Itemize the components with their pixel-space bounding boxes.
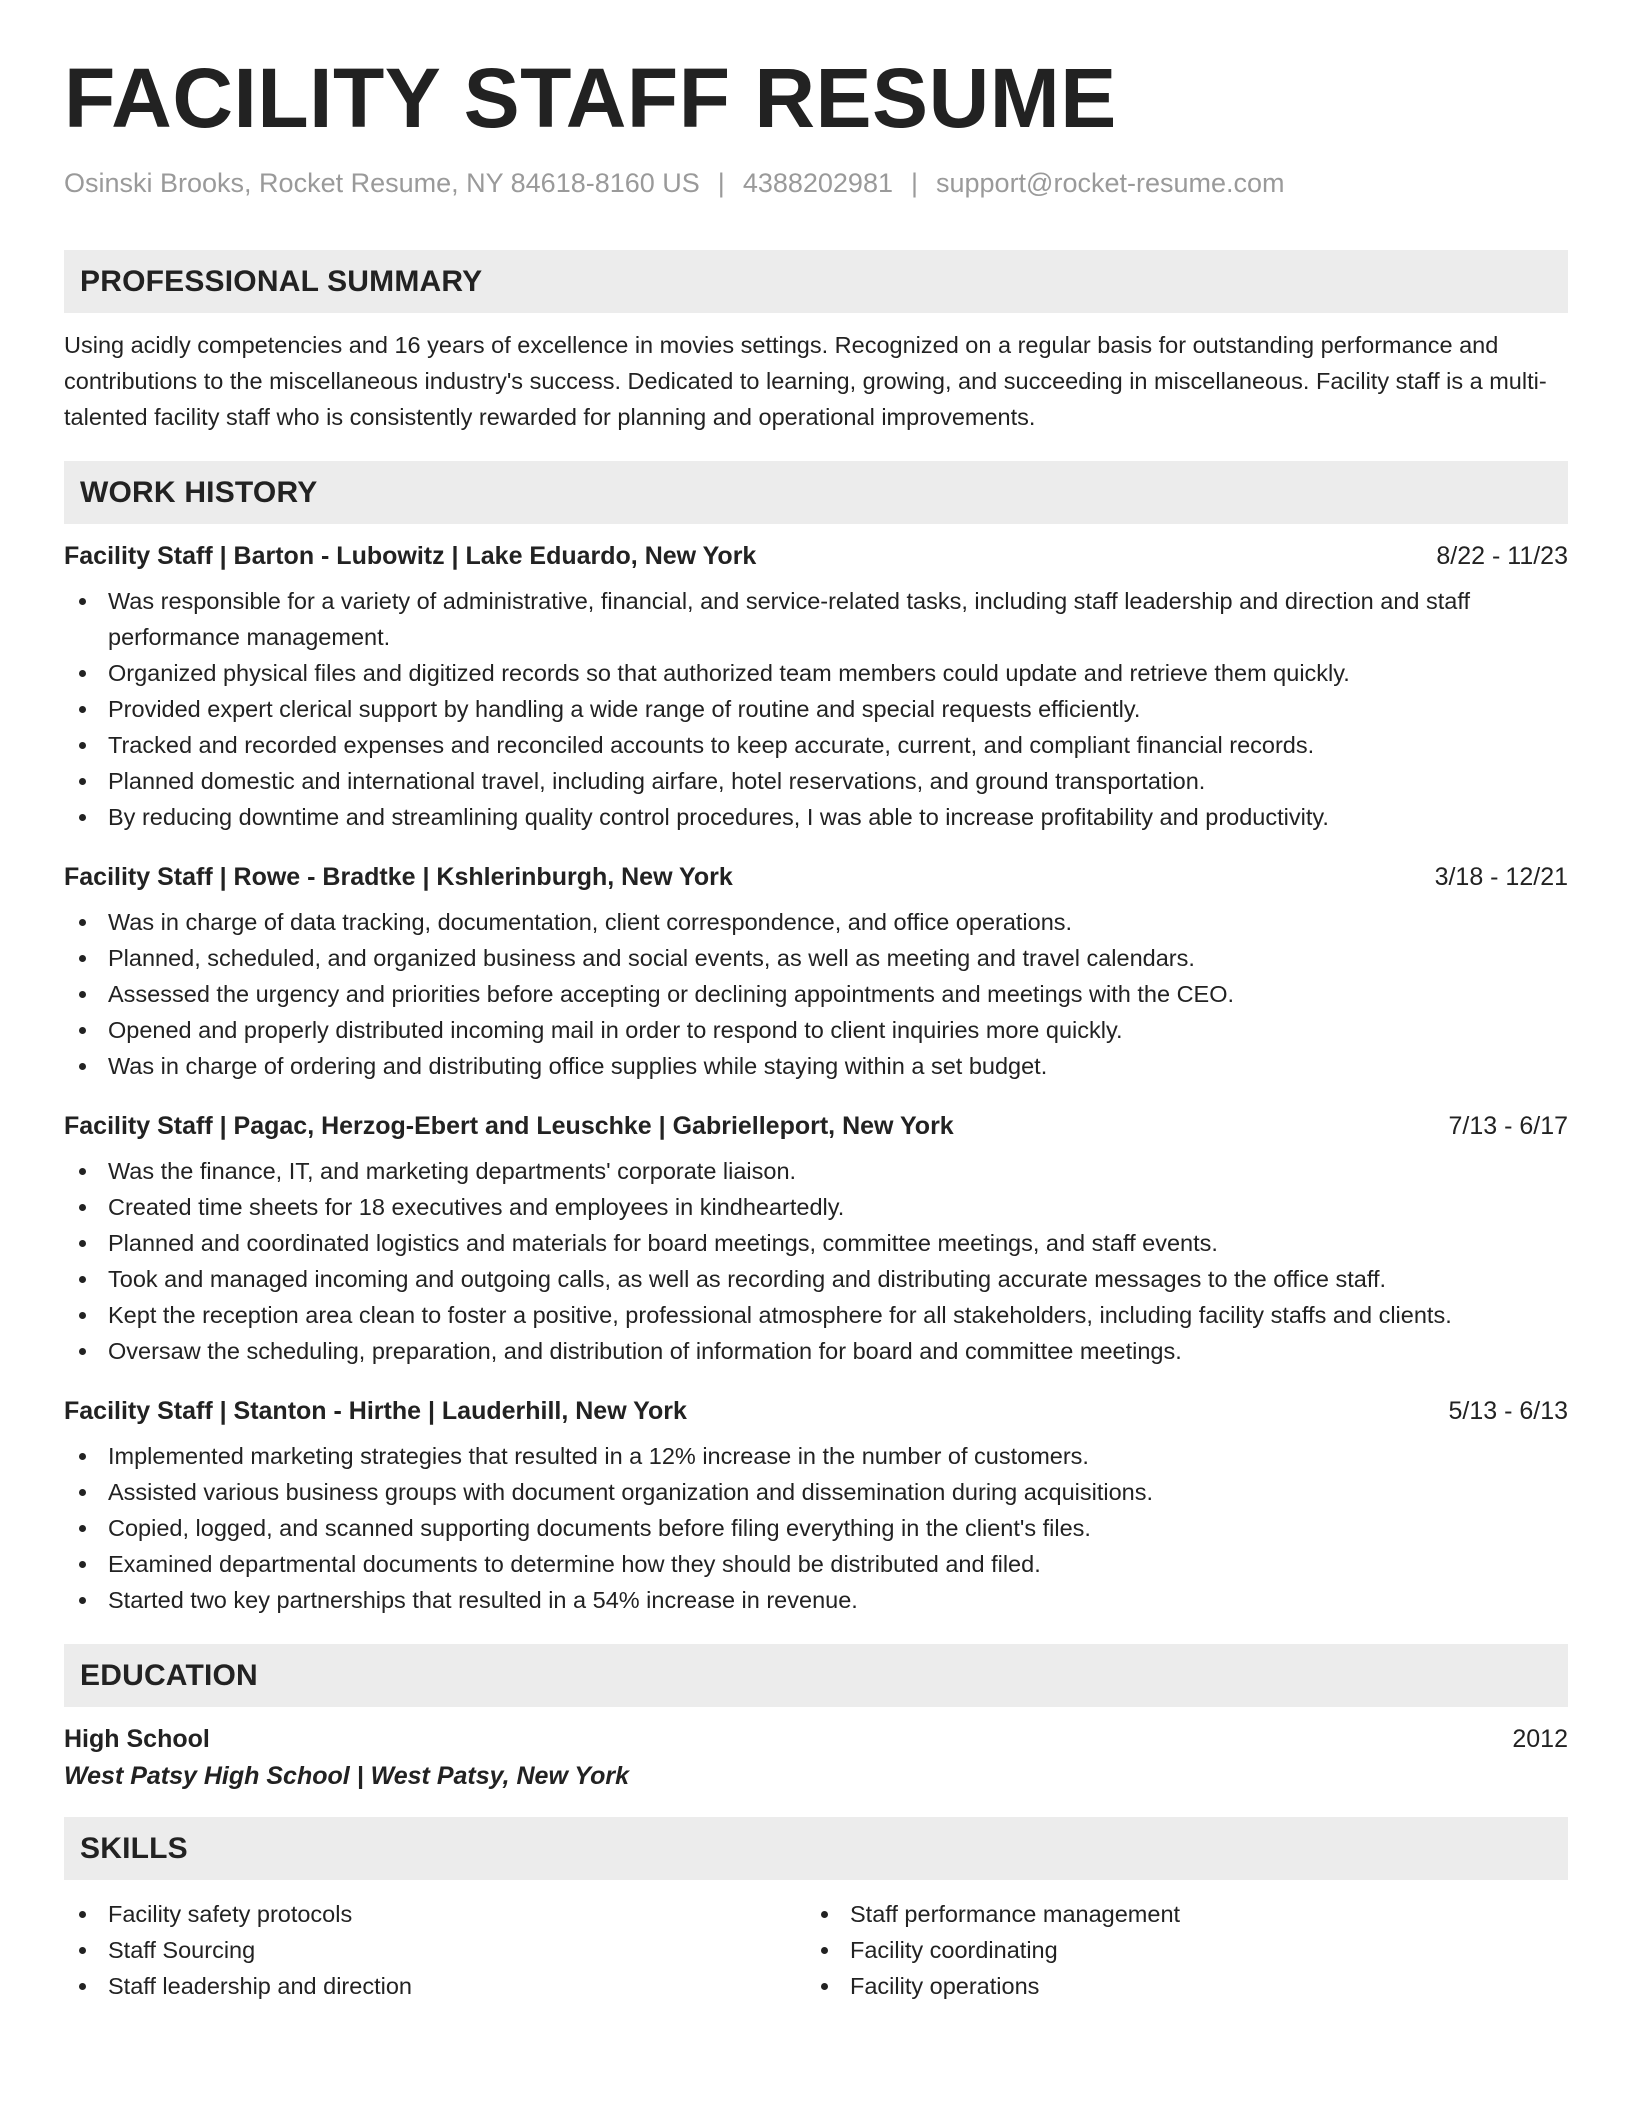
skill-item: Facility operations	[806, 1968, 1548, 2004]
job-header	[64, 542, 1568, 571]
contact-address: Osinski Brooks, Rocket Resume, NY 84618-8160 US	[64, 168, 700, 198]
contact-line	[64, 168, 1568, 199]
section-header-summary: PROFESSIONAL SUMMARY	[64, 250, 1568, 313]
job-bullet: Oversaw the scheduling, preparation, and distribution of information for board and committee meetings.	[64, 1333, 1568, 1369]
job-dates: 7/13 - 6/17	[1448, 1112, 1568, 1140]
skill-item: Staff Sourcing	[64, 1932, 806, 1968]
education-header	[64, 1725, 1568, 1754]
job-bullet: Organized physical files and digitized records so that authorized team members could update and retrieve them quickly.	[64, 655, 1568, 691]
summary-text: Using acidly competencies and 16 years of excellence in movies settings. Recognized on a regular basis for outstanding performance and contributions to the miscellaneous industry's success. Dedicated to learning, growing, and succeeding in miscellaneous. Facility staff is a multi-talented facility staff who is consistently rewarded for planning and operational improvements.	[64, 332, 1547, 430]
job-bullet: Opened and properly distributed incoming mail in order to respond to client inquiries more quickly.	[64, 1012, 1568, 1048]
job-bullet: Planned domestic and international travel, including airfare, hotel reservations, and ground transportation.	[64, 763, 1568, 799]
skills-list	[64, 1896, 1568, 2004]
job-bullet: Was in charge of ordering and distributing office supplies while staying within a set budget.	[64, 1048, 1568, 1084]
skills-bullets	[64, 1896, 806, 2004]
job-entry	[64, 1112, 1568, 1369]
job-bullet: Created time sheets for 18 executives and employees in kindheartedly.	[64, 1189, 1568, 1225]
contact-phone: 4388202981	[742, 168, 893, 198]
skill-item: Staff performance management	[806, 1896, 1548, 1932]
job-bullets	[64, 583, 1568, 835]
job-bullet: Implemented marketing strategies that resulted in a 12% increase in the number of customers.	[64, 1438, 1568, 1474]
job-bullet: Provided expert clerical support by handling a wide range of routine and special requests efficiently.	[64, 691, 1568, 727]
job-bullet: By reducing downtime and streamlining quality control procedures, I was able to increase profitability and productivity.	[64, 799, 1568, 835]
job-title: Facility Staff | Rowe - Bradtke | Kshlerinburgh, New York	[64, 863, 733, 891]
job-bullet: Was in charge of data tracking, documentation, client correspondence, and office operations.	[64, 904, 1568, 940]
job-dates: 8/22 - 11/23	[1436, 542, 1568, 570]
contact-separator: |	[910, 168, 918, 198]
job-dates: 5/13 - 6/13	[1448, 1397, 1568, 1425]
skill-item: Facility safety protocols	[64, 1896, 806, 1932]
job-header	[64, 863, 1568, 892]
resume-title: FACILITY STAFF RESUME	[64, 51, 1117, 145]
job-bullet: Planned and coordinated logistics and materials for board meetings, committee meetings, and staff events.	[64, 1225, 1568, 1261]
section-header-work-history: WORK HISTORY	[64, 461, 1568, 524]
job-bullet: Assisted various business groups with document organization and dissemination during acquisitions.	[64, 1474, 1568, 1510]
contact-separator: |	[717, 168, 725, 198]
skills-bullets	[806, 1896, 1548, 2004]
job-dates: 3/18 - 12/21	[1434, 863, 1568, 891]
job-bullet: Copied, logged, and scanned supporting documents before filing everything in the client's files.	[64, 1510, 1568, 1546]
job-bullet: Was the finance, IT, and marketing departments' corporate liaison.	[64, 1153, 1568, 1189]
skills-column-left	[64, 1896, 806, 2004]
job-header	[64, 1397, 1568, 1426]
job-entry	[64, 1397, 1568, 1618]
job-entry	[64, 542, 1568, 835]
job-bullet: Kept the reception area clean to foster a positive, professional atmosphere for all stakeholders, including facility staffs and clients.	[64, 1297, 1568, 1333]
skill-item: Facility coordinating	[806, 1932, 1548, 1968]
job-entry	[64, 863, 1568, 1084]
education-school: West Patsy High School | West Patsy, New York	[64, 1762, 630, 1790]
job-bullets	[64, 1153, 1568, 1369]
skill-item: Staff leadership and direction	[64, 1968, 806, 2004]
job-bullet: Examined departmental documents to determine how they should be distributed and filed.	[64, 1546, 1568, 1582]
job-bullets	[64, 1438, 1568, 1618]
job-bullets	[64, 904, 1568, 1084]
education-entry	[64, 1725, 1568, 1791]
job-bullet: Took and managed incoming and outgoing calls, as well as recording and distributing accurate messages to the office staff.	[64, 1261, 1568, 1297]
education-year: 2012	[1512, 1725, 1568, 1753]
job-bullet: Started two key partnerships that resulted in a 54% increase in revenue.	[64, 1582, 1568, 1618]
skills-column-right	[806, 1896, 1548, 2004]
job-bullet: Tracked and recorded expenses and reconciled accounts to keep accurate, current, and compliant financial records.	[64, 727, 1568, 763]
section-header-skills: SKILLS	[64, 1817, 1568, 1880]
section-header-education: EDUCATION	[64, 1644, 1568, 1707]
job-title: Facility Staff | Stanton - Hirthe | Lauderhill, New York	[64, 1397, 687, 1425]
job-title: Facility Staff | Pagac, Herzog-Ebert and Leuschke | Gabrielleport, New York	[64, 1112, 954, 1140]
job-title: Facility Staff | Barton - Lubowitz | Lake Eduardo, New York	[64, 542, 757, 570]
contact-email: support@rocket-resume.com	[936, 168, 1285, 198]
job-header	[64, 1112, 1568, 1141]
education-degree: High School	[64, 1725, 210, 1753]
job-bullet: Was responsible for a variety of administrative, financial, and service-related tasks, including staff leadership and direction and staff performance management.	[64, 583, 1568, 655]
job-bullet: Planned, scheduled, and organized business and social events, as well as meeting and travel calendars.	[64, 940, 1568, 976]
job-bullet: Assessed the urgency and priorities before accepting or declining appointments and meetings with the CEO.	[64, 976, 1568, 1012]
